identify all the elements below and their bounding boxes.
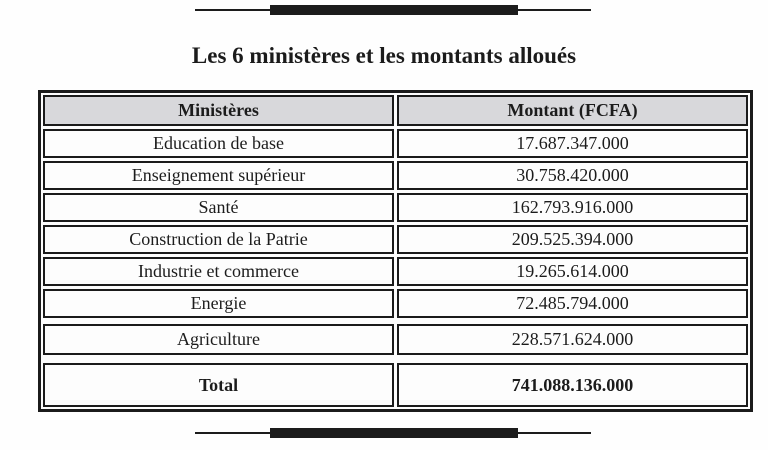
ministry-cell: Energie [43, 289, 394, 318]
header-amount: Montant (FCFA) [397, 95, 748, 126]
top-decorative-rule [195, 5, 591, 15]
total-amount-cell: 741.088.136.000 [397, 363, 748, 407]
bottom-rule-thick-bar [270, 428, 518, 438]
table-row [43, 161, 748, 190]
ministry-cell: Enseignement supérieur [43, 161, 394, 190]
amount-cell: 17.687.347.000 [397, 129, 748, 158]
budget-table [38, 90, 753, 412]
table-row [43, 225, 748, 254]
amount-cell: 209.525.394.000 [397, 225, 748, 254]
page-title: Les 6 ministères et les montants alloués [191, 43, 577, 69]
table-total-row [43, 363, 748, 407]
ministry-cell: Santé [43, 193, 394, 222]
ministry-cell: Education de base [43, 129, 394, 158]
ministry-cell: Agriculture [43, 324, 394, 355]
table-row [43, 129, 748, 158]
amount-cell: 19.265.614.000 [397, 257, 748, 286]
ministry-cell: Industrie et commerce [43, 257, 394, 286]
amount-cell: 72.485.794.000 [397, 289, 748, 318]
amount-cell: 30.758.420.000 [397, 161, 748, 190]
total-label-cell: Total [43, 363, 394, 407]
table-row [43, 193, 748, 222]
amount-cell: 162.793.916.000 [397, 193, 748, 222]
table-row [43, 289, 748, 318]
table-row [43, 257, 748, 286]
ministry-cell: Construction de la Patrie [43, 225, 394, 254]
header-ministry: Ministères [43, 95, 394, 126]
table-row [43, 324, 748, 355]
table-header-row [43, 95, 748, 126]
amount-cell: 228.571.624.000 [397, 324, 748, 355]
bottom-decorative-rule [195, 428, 591, 438]
top-rule-thick-bar [270, 5, 518, 15]
